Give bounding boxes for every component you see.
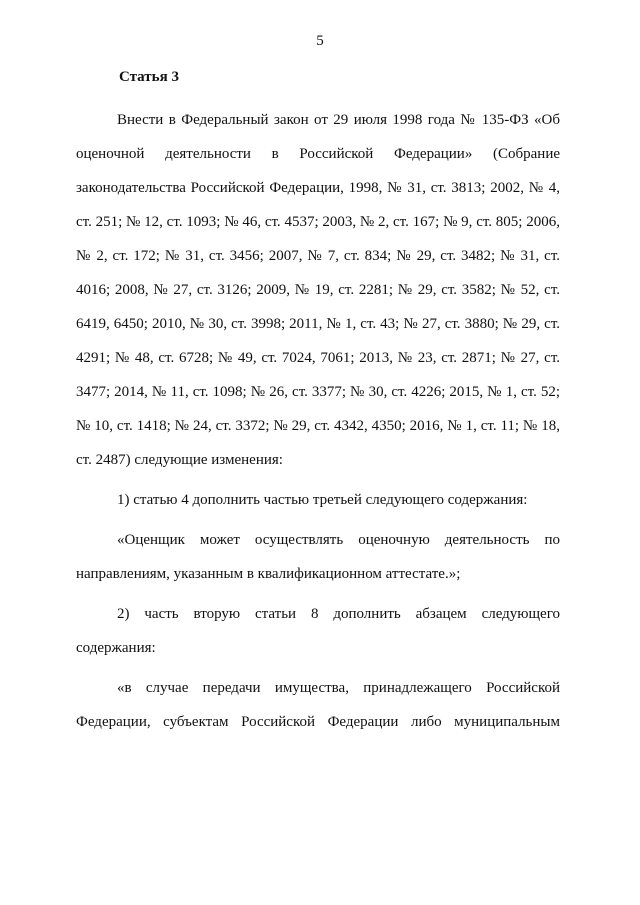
page-number: 5	[316, 33, 324, 49]
paragraph-item-1: 1) статью 4 дополнить частью третьей следующего содержания:	[117, 492, 528, 508]
paragraph-quote-2: «в случае передачи имущества, принадлежащего Российской Федерации, субъектам Российской Федерации либо муниципальным	[76, 680, 560, 730]
paragraph-quote-1: «Оценщик может осуществлять оценочную деятельность по направлениям, указанным в квалификационном аттестате.»;	[76, 532, 560, 582]
paragraph-amendment-intro: Внести в Федеральный закон от 29 июля 1998 года № 135-ФЗ «Об оценочной деятельности в Российской Федерации» (Собрание законодательства Российской Федерации, 1998, № 31, ст. 3813; 2002, № 4, ст. 251; № 12, ст. 1093; № 46, ст. 4537; 2003, № 2, ст. 167; № 9, ст. 805; 2006, № 2, ст. 172; № 31, ст. 3456; 2007, № 7, ст. 834; № 29, ст. 3482; № 31, ст. 4016; 2008, № 27, ст. 3126; 2009, № 19, ст. 2281; № 29, ст. 3582; № 52, ст. 6419, 6450; 2010, № 30, ст. 3998; 2011, № 1, ст. 43; № 27, ст. 3880; № 29, ст. 4291; № 48, ст. 6728; № 49, ст. 7024, 7061; 2013, № 23, ст. 2871; № 27, ст. 3477; 2014, № 11, ст. 1098; № 26, ст. 3377; № 30, ст. 4226; 2015, № 1, ст. 52; № 10, ст. 1418; № 24, ст. 3372; № 29, ст. 4342, 4350; 2016, № 1, ст. 11; № 18, ст. 2487) следующие изменения:	[76, 112, 560, 468]
paragraph-item-2: 2) часть вторую статьи 8 дополнить абзацем следующего содержания:	[76, 606, 560, 656]
article-heading: Статья 3	[119, 69, 179, 85]
document-body	[76, 103, 560, 739]
